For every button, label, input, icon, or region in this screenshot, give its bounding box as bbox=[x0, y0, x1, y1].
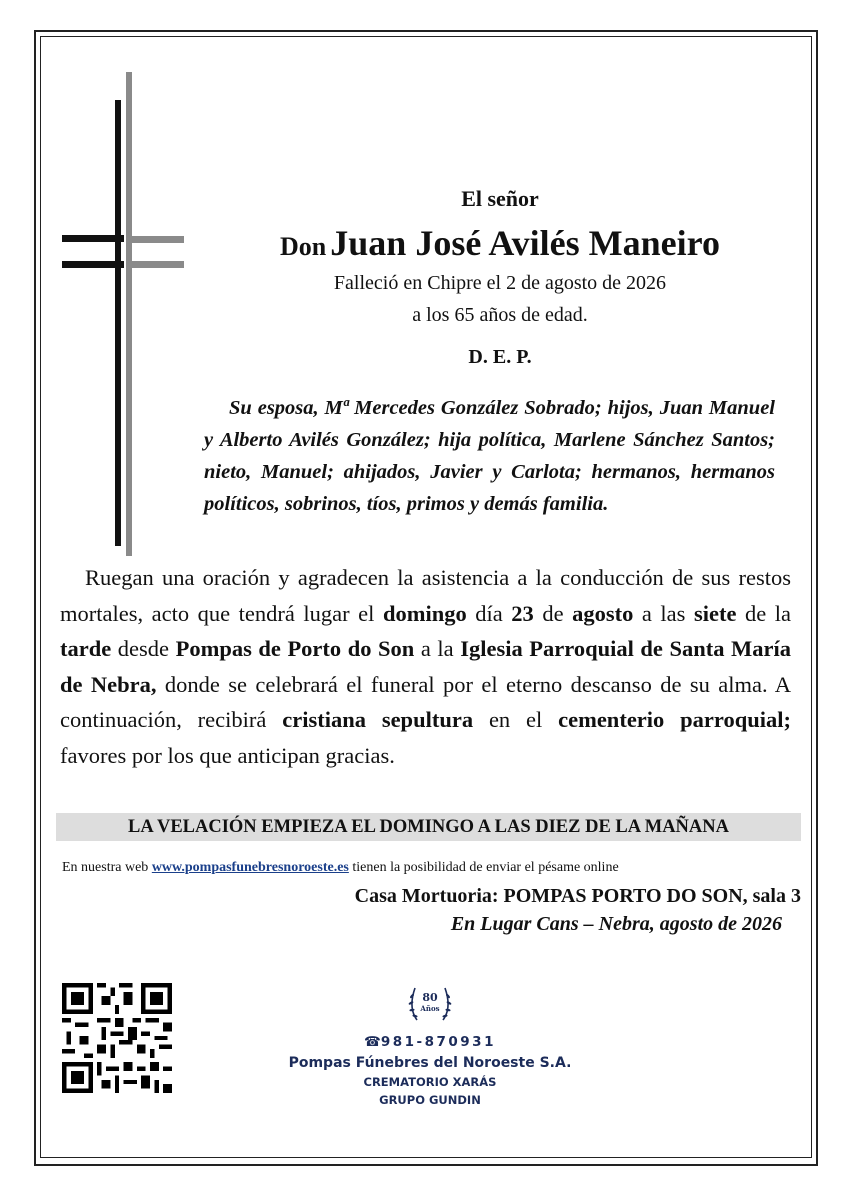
qr-code-icon[interactable] bbox=[62, 983, 172, 1093]
phone-number: 981-870931 bbox=[380, 1034, 496, 1050]
cross-black-vertical bbox=[115, 100, 121, 546]
full-name: Juan José Avilés Maneiro bbox=[330, 223, 720, 263]
website-link[interactable]: www.pompasfunebresnoroeste.es bbox=[151, 860, 349, 875]
title-el-senor: El señor bbox=[461, 186, 539, 211]
badge-label: Años bbox=[420, 1004, 440, 1013]
badge-number: 80 bbox=[422, 991, 438, 1004]
dep-text: D. E. P. bbox=[468, 346, 532, 368]
cross-gray-vertical bbox=[126, 72, 132, 556]
deceased-name bbox=[200, 222, 800, 264]
web-notice: En nuestra web www.pompasfunebresnoroeste.es tienen la posibilidad de enviar el pésame online bbox=[62, 860, 619, 875]
place-date: En Lugar Cans – Nebra, agosto de 2026 bbox=[450, 913, 782, 935]
cross-gray-bar-bottom bbox=[126, 261, 184, 268]
velacion-banner: LA VELACIÓN EMPIEZA EL DOMINGO A LAS DIEZ DE LA MAÑANA bbox=[56, 813, 801, 841]
cross-gray-bar-top bbox=[126, 236, 184, 243]
cross-black-bar-top bbox=[62, 235, 124, 242]
crematorio-name: CREMATORIO XARÁS bbox=[363, 1075, 497, 1089]
ceremony-paragraph: Ruegan una oración y agradecen la asistencia a la conducción de sus restos mortales, acto que tendrá lugar el domingo día 23 de agosto a las siete de la tarde desde Pompas de Porto do Son a la Iglesia Parroquial de Santa María de Nebra, donde se celebrará el funeral por el eterno descanso de su alma. A continuación, recibirá cristiana sepultura en el cementerio parroquial; favores por los que anticipan gracias. bbox=[60, 565, 791, 768]
80-anos-badge-icon bbox=[405, 982, 455, 1024]
phone-line bbox=[260, 1034, 600, 1050]
family-paragraph: Su esposa, Mª Mercedes González Sobrado; hijos, Juan Manuel y Alberto Avilés González; hija política, Marlene Sánchez Santos; nieto, Manuel; ahijados, Javier y Carlota; hermanos, hermanos políticos, sobrinos, tíos, primos y demás familia. bbox=[204, 397, 775, 515]
group-name: GRUPO GUNDIN bbox=[379, 1093, 481, 1107]
phone-icon: ☎ bbox=[364, 1034, 381, 1050]
age-info: a los 65 años de edad. bbox=[412, 304, 588, 326]
cross-black-bar-bottom bbox=[62, 261, 124, 268]
honorific: Don bbox=[280, 232, 327, 261]
death-info: Falleció en Chipre el 2 de agosto de 2026 bbox=[333, 272, 667, 294]
funeral-home: Casa Mortuoria: POMPAS PORTO DO SON, sala 3 bbox=[354, 885, 801, 907]
company-name: Pompas Fúnebres del Noroeste S.A. bbox=[288, 1055, 572, 1071]
